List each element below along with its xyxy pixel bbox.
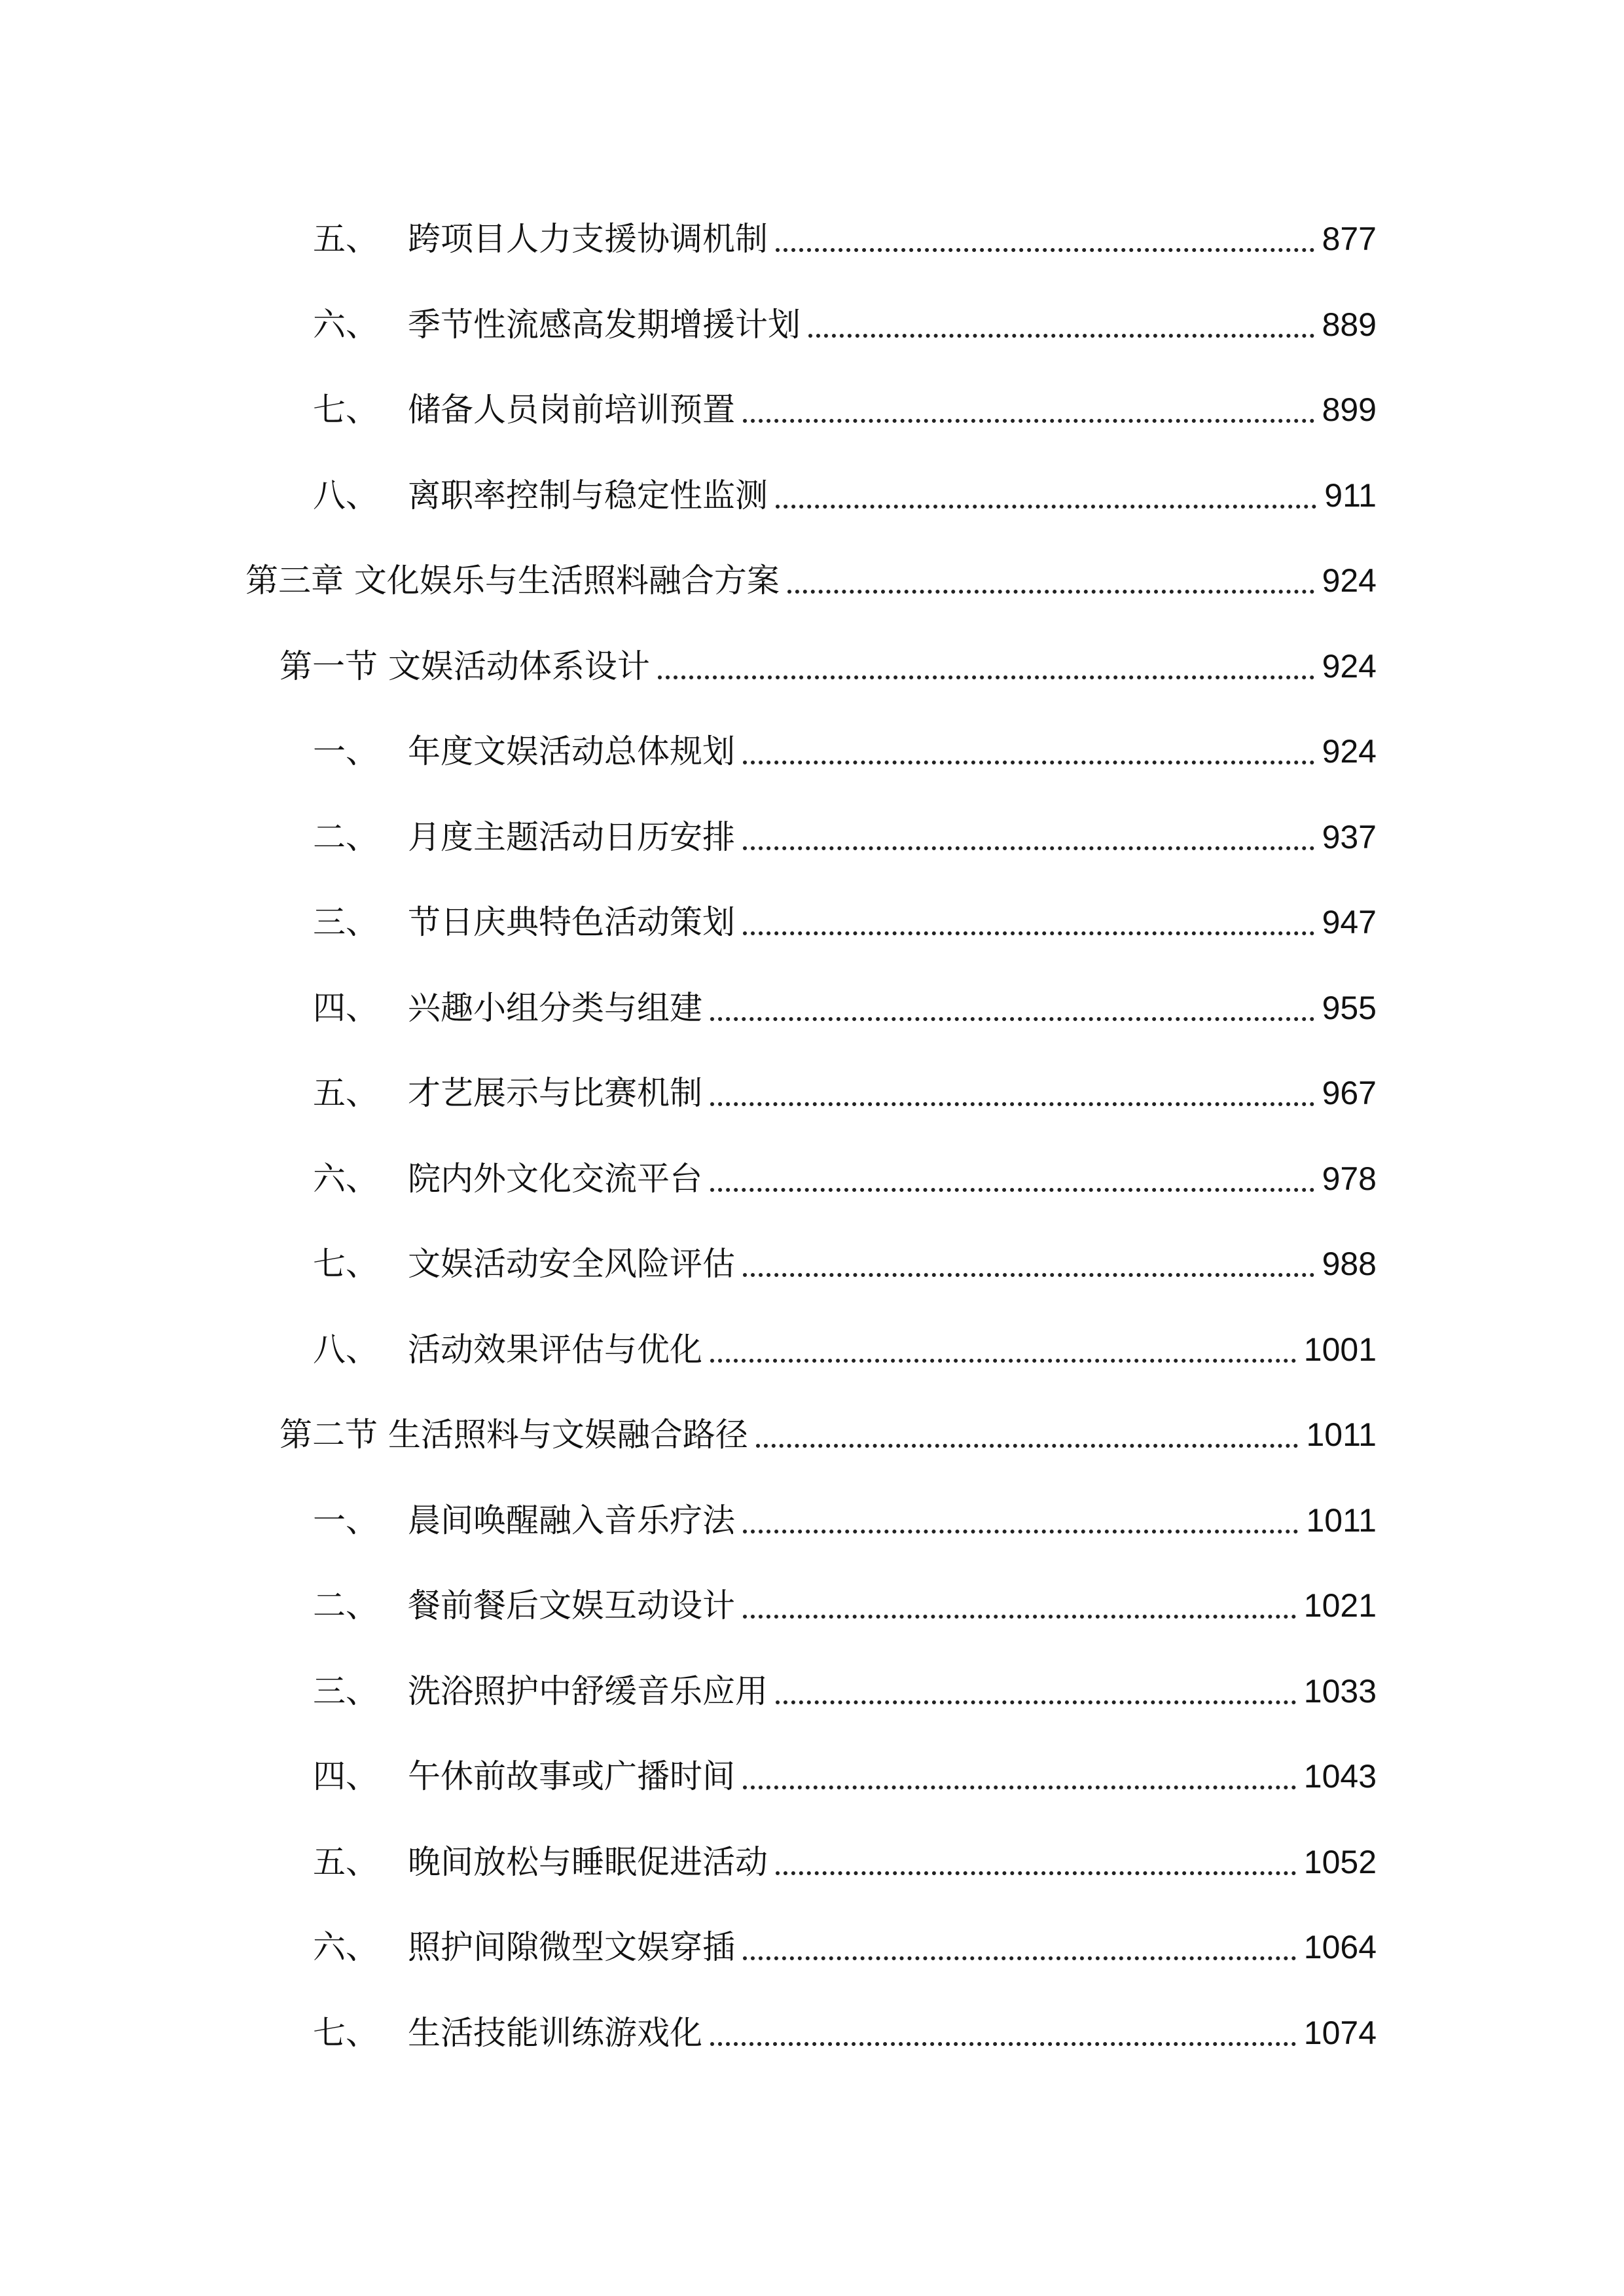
toc-dot-leader (658, 675, 1314, 679)
toc-page-number: 1074 (1303, 2015, 1377, 2051)
toc-item-entry[interactable] (0, 1238, 1624, 1290)
toc-page-number: 955 (1322, 990, 1377, 1026)
toc-entry-number: 六、 (313, 1928, 378, 1966)
toc-entry-number: 五、 (313, 1843, 378, 1881)
toc-entry-title: 月度主题活动日历安排 (408, 818, 735, 856)
toc-page-number: 1052 (1303, 1844, 1377, 1880)
toc-entry-title: 离职率控制与稳定性监测 (408, 476, 768, 514)
toc-page-number: 1011 (1306, 1416, 1377, 1453)
toc-entry-title: 季节性流感高发期增援计划 (408, 306, 801, 344)
toc-entry-number: 三、 (313, 1672, 378, 1710)
toc-page-number: 1001 (1303, 1331, 1377, 1368)
toc-page-number: 1033 (1303, 1673, 1377, 1710)
toc-dot-leader (710, 1102, 1314, 1106)
toc-page-number: 899 (1322, 391, 1377, 428)
toc-item-entry[interactable] (0, 1323, 1624, 1376)
toc-item-entry[interactable] (0, 1494, 1624, 1547)
toc-item-entry[interactable] (0, 725, 1624, 778)
toc-page-number: 1064 (1303, 1929, 1377, 1965)
toc-entry-title: 晨间唤醒融入音乐疗法 (408, 1501, 735, 1539)
toc-item-entry[interactable] (0, 213, 1624, 265)
toc-entry-title: 储备人员岗前培训预置 (408, 391, 735, 429)
toc-item-entry[interactable] (0, 1067, 1624, 1119)
toc-dot-leader (743, 419, 1314, 423)
toc-entry-number: 一、 (313, 732, 378, 770)
toc-entry-title: 院内外文化交流平台 (408, 1160, 702, 1198)
toc-entry-title: 餐前餐后文娱互动设计 (408, 1587, 735, 1624)
toc-item-entry[interactable] (0, 1153, 1624, 1205)
toc-entry-title: 跨项目人力支援协调机制 (408, 220, 768, 258)
toc-dot-leader (710, 1359, 1296, 1363)
toc-dot-leader (787, 590, 1314, 594)
toc-section-entry[interactable] (0, 1408, 1624, 1461)
toc-entry-title: 兴趣小组分类与组建 (408, 989, 702, 1027)
toc-dot-leader (776, 248, 1314, 252)
toc-entry-title: 年度文娱活动总体规划 (408, 732, 735, 770)
toc-dot-leader (710, 1188, 1314, 1192)
toc-entry-number: 三、 (313, 903, 378, 941)
toc-page-number: 1043 (1303, 1758, 1377, 1795)
toc-dot-leader (743, 1273, 1314, 1277)
toc-page-number: 978 (1322, 1160, 1377, 1197)
toc-item-entry[interactable] (0, 1665, 1624, 1717)
toc-section-entry[interactable] (0, 640, 1624, 692)
toc-dot-leader (743, 846, 1314, 850)
toc-item-entry[interactable] (0, 1579, 1624, 1632)
toc-chapter-entry[interactable] (0, 554, 1624, 607)
toc-page-number: 937 (1322, 819, 1377, 855)
toc-dot-leader (743, 1956, 1296, 1960)
toc-dot-leader (808, 334, 1314, 338)
toc-dot-leader (710, 1017, 1314, 1021)
toc-dot-leader (756, 1444, 1298, 1448)
toc-page-number: 947 (1322, 904, 1377, 941)
toc-entry-number: 七、 (313, 2014, 378, 2052)
toc-entry-number: 八、 (313, 476, 378, 514)
toc-item-entry[interactable] (0, 1750, 1624, 1803)
toc-entry-number: 一、 (313, 1501, 378, 1539)
toc-entry-number: 六、 (313, 306, 378, 344)
toc-entry-number: 五、 (313, 220, 378, 258)
toc-entry-number: 四、 (313, 989, 378, 1027)
toc-dot-leader (776, 1871, 1296, 1875)
toc-dot-leader (743, 931, 1314, 935)
toc-entry-title: 节日庆典特色活动策划 (408, 903, 735, 941)
toc-entry-number: 二、 (313, 1587, 378, 1624)
toc-item-entry[interactable] (0, 1921, 1624, 1973)
toc-entry-number: 七、 (313, 391, 378, 429)
toc-dot-leader (743, 1785, 1296, 1789)
toc-item-entry[interactable] (0, 982, 1624, 1034)
toc-entry-title: 文娱活动安全风险评估 (408, 1245, 735, 1283)
toc-page-number: 924 (1322, 648, 1377, 685)
toc-dot-leader (743, 761, 1314, 764)
toc-entry-number: 五、 (313, 1074, 378, 1112)
toc-item-entry[interactable] (0, 384, 1624, 436)
toc-dot-leader (743, 1615, 1296, 1619)
toc-entry-title: 第一节 文娱活动体系设计 (280, 647, 650, 685)
toc-entry-number: 四、 (313, 1757, 378, 1795)
toc-dot-leader (776, 505, 1316, 509)
toc-page-number: 988 (1322, 1246, 1377, 1282)
toc-entry-title: 午休前故事或广播时间 (408, 1757, 735, 1795)
toc-dot-leader (776, 1700, 1296, 1704)
toc-entry-title: 生活技能训练游戏化 (408, 2014, 702, 2052)
toc-item-entry[interactable] (0, 896, 1624, 948)
toc-entry-title: 照护间隙微型文娱穿插 (408, 1928, 735, 1966)
toc-item-entry[interactable] (0, 469, 1624, 522)
toc-item-entry[interactable] (0, 298, 1624, 351)
toc-page-number: 877 (1322, 221, 1377, 257)
toc-page-number: 1011 (1306, 1502, 1377, 1539)
toc-page-number: 924 (1322, 562, 1377, 599)
toc-entry-title: 第二节 生活照料与文娱融合路径 (280, 1416, 748, 1454)
toc-page-number: 889 (1322, 306, 1377, 343)
toc-item-entry[interactable] (0, 811, 1624, 863)
toc-item-entry[interactable] (0, 2007, 1624, 2059)
toc-page-number: 1021 (1303, 1587, 1377, 1624)
toc-entry-title: 才艺展示与比赛机制 (408, 1074, 702, 1112)
toc-entry-number: 六、 (313, 1160, 378, 1198)
toc-dot-leader (710, 2042, 1296, 2046)
toc-entry-title: 活动效果评估与优化 (408, 1331, 702, 1369)
toc-entry-title: 洗浴照护中舒缓音乐应用 (408, 1672, 768, 1710)
toc-page-number: 911 (1324, 477, 1377, 514)
toc-entry-number: 八、 (313, 1331, 378, 1369)
toc-entry-number: 七、 (313, 1245, 378, 1283)
toc-item-entry[interactable] (0, 1836, 1624, 1888)
toc-entry-title: 第三章 文化娱乐与生活照料融合方案 (245, 562, 780, 600)
toc-entry-title: 晚间放松与睡眠促进活动 (408, 1843, 768, 1881)
toc-dot-leader (743, 1530, 1298, 1534)
toc-page-number: 967 (1322, 1075, 1377, 1111)
toc-entry-number: 二、 (313, 818, 378, 856)
toc-page-number: 924 (1322, 733, 1377, 770)
